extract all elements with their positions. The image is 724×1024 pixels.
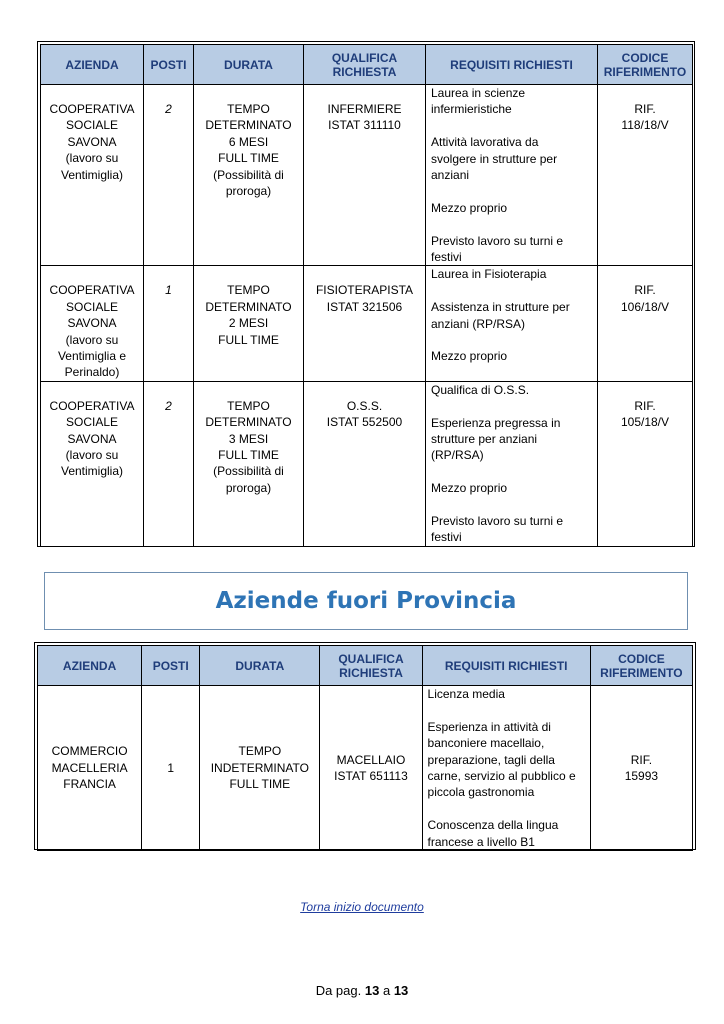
header-posti: POSTI — [144, 45, 194, 85]
table-header-row — [38, 646, 693, 686]
section-title: Aziende fuori Provincia — [215, 588, 517, 614]
footer-separator: a — [382, 983, 391, 998]
cell-durata: TEMPO DETERMINATO 2 MESI FULL TIME — [194, 266, 304, 381]
requisito-item: Esperienza pregressa in strutture per anziani (RP/RSA) — [431, 415, 561, 463]
jobs-table-external — [37, 645, 693, 851]
cell-azienda: COOPERATIVA SOCIALE SAVONA (lavoro su Ventimiglia) — [41, 85, 144, 266]
table-row — [41, 381, 693, 546]
cell-qualifica: INFERMIERE ISTAT 311110 — [304, 85, 426, 266]
cell-posti: 1 — [144, 266, 194, 381]
page-footer — [0, 983, 724, 998]
table-external-jobs-frame — [34, 642, 696, 850]
header-requisiti: REQUISITI RICHIESTI — [422, 646, 590, 686]
footer-page-to: 13 — [393, 983, 409, 998]
cell-azienda: COOPERATIVA SOCIALE SAVONA (lavoro su Ventimiglia) — [41, 381, 144, 546]
cell-codice: RIF. 118/18/V — [598, 85, 693, 266]
table-row — [41, 266, 693, 381]
table-local-jobs-frame — [37, 41, 695, 547]
cell-durata: TEMPO INDETERMINATO FULL TIME — [200, 686, 320, 851]
cell-posti: 1 — [142, 686, 200, 851]
cell-codice: RIF. 106/18/V — [598, 266, 693, 381]
cell-posti: 2 — [144, 85, 194, 266]
requisito-item: Laurea in scienze infermieristiche — [431, 86, 526, 117]
requisito-item: Licenza media — [427, 687, 505, 701]
header-requisiti: REQUISITI RICHIESTI — [426, 45, 598, 85]
back-to-top-link[interactable]: Torna inizio documento — [300, 900, 424, 914]
cell-qualifica: MACELLAIO ISTAT 651113 — [320, 686, 422, 851]
header-codice: CODICE RIFERIMENTO — [598, 45, 693, 85]
header-azienda: AZIENDA — [38, 646, 142, 686]
cell-codice: RIF. 15993 — [590, 686, 692, 851]
requisito-item: Attività lavorativa da svolgere in strutture per anziani — [431, 135, 558, 183]
footer-prefix: Da pag. — [315, 983, 362, 998]
requisito-item: Mezzo proprio — [431, 200, 508, 215]
requisito-item: Laurea in Fisioterapia — [431, 267, 547, 282]
requisito-item: Mezzo proprio — [431, 481, 508, 496]
header-azienda: AZIENDA — [41, 45, 144, 85]
cell-requisiti — [422, 686, 590, 851]
cell-codice: RIF. 105/18/V — [598, 381, 693, 546]
header-qualifica: QUALIFICA RICHIESTA — [320, 646, 422, 686]
requisito-item: Esperienza in attività di banconiere macellaio, preparazione, tagli della carne, servizio al pubblico e piccola gastronomia — [427, 719, 576, 800]
header-durata: DURATA — [200, 646, 320, 686]
requisito-item: Conoscenza della lingua francese a livello B1 — [427, 818, 559, 849]
header-posti: POSTI — [142, 646, 200, 686]
requisito-item: Assistenza in strutture per anziani (RP/RSA) — [431, 300, 570, 331]
cell-azienda: COMMERCIO MACELLERIA FRANCIA — [38, 686, 142, 851]
requisito-item: Qualifica di O.S.S. — [431, 382, 530, 397]
requisito-item: Mezzo proprio — [431, 349, 508, 364]
cell-posti: 2 — [144, 381, 194, 546]
cell-requisiti — [426, 85, 598, 266]
header-durata: DURATA — [194, 45, 304, 85]
requisito-item: Previsto lavoro su turni e festivi — [431, 514, 564, 545]
cell-durata: TEMPO DETERMINATO 6 MESI FULL TIME (Possibilità di proroga) — [194, 85, 304, 266]
cell-requisiti — [426, 381, 598, 546]
table-row — [38, 686, 693, 851]
cell-requisiti — [426, 266, 598, 381]
header-qualifica: QUALIFICA RICHIESTA — [304, 45, 426, 85]
footer-page-from: 13 — [364, 983, 380, 998]
cell-qualifica: O.S.S. ISTAT 552500 — [304, 381, 426, 546]
jobs-table-local — [40, 44, 693, 547]
cell-qualifica: FISIOTERAPISTA ISTAT 321506 — [304, 266, 426, 381]
cell-durata: TEMPO DETERMINATO 3 MESI FULL TIME (Possibilità di proroga) — [194, 381, 304, 546]
requisito-item: Previsto lavoro su turni e festivi — [431, 233, 564, 265]
cell-azienda: COOPERATIVA SOCIALE SAVONA (lavoro su Ventimiglia e Perinaldo) — [41, 266, 144, 381]
section-heading-box — [44, 572, 688, 630]
header-codice: CODICE RIFERIMENTO — [590, 646, 692, 686]
table-row — [41, 85, 693, 266]
table-header-row — [41, 45, 693, 85]
